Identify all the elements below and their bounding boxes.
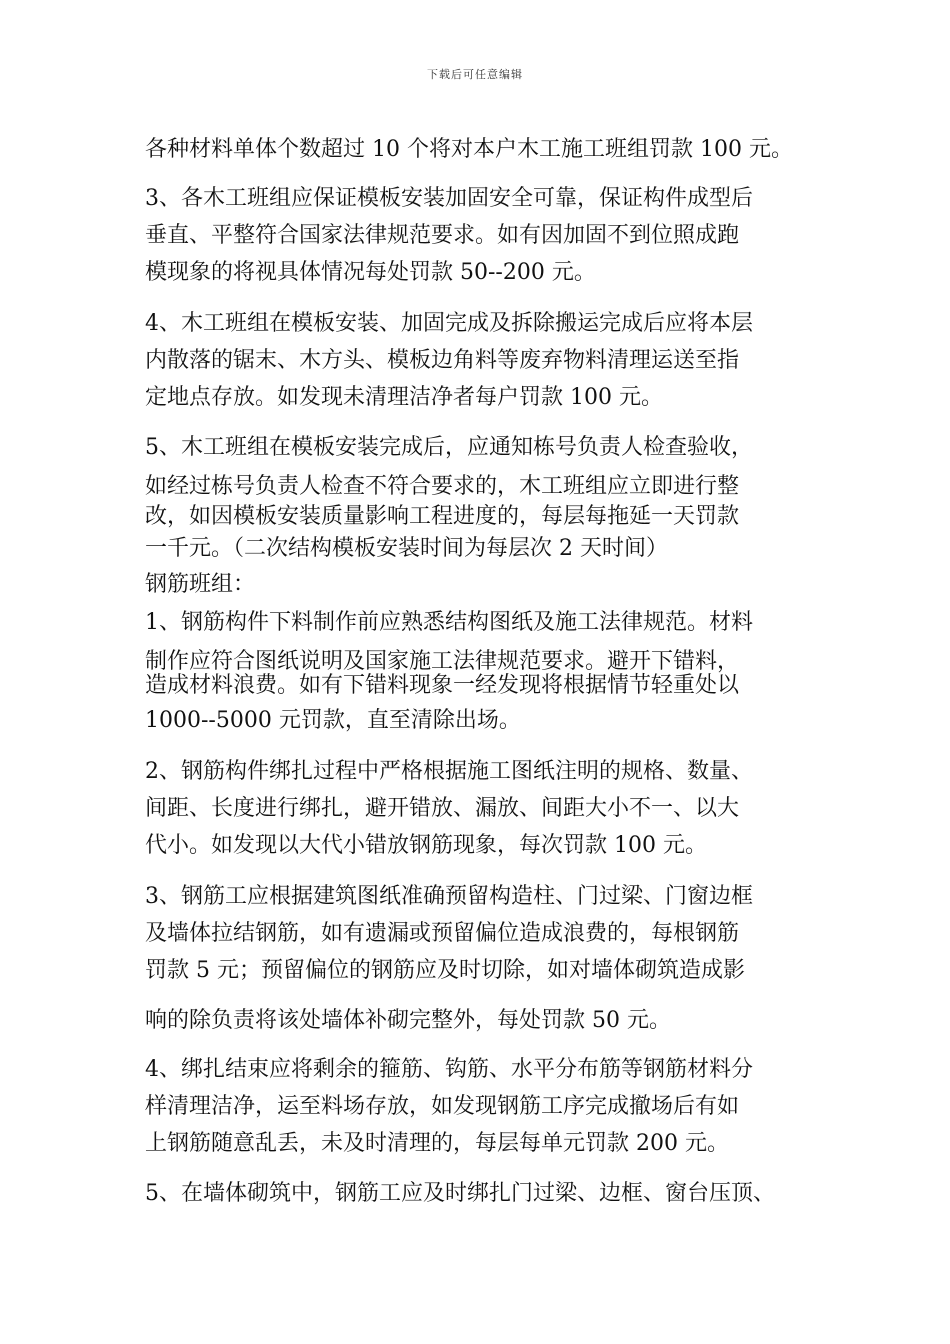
text-line: 如经过栋号负责人检查不符合要求的，木工班组应立即进行整 — [145, 474, 740, 499]
text-line: 模现象的将视具体情况每处罚款 50--200 元。 — [145, 260, 596, 285]
page-header: 下载后可任意编辑 — [427, 68, 523, 81]
section-heading: 钢筋班组： — [145, 572, 256, 597]
text-line: 各种材料单体个数超过 10 个将对本户木工施工班组罚款 100 元。 — [145, 137, 793, 162]
text-line: 内散落的锯末、木方头、模板边角料等废弃物料清理运送至指 — [145, 348, 740, 373]
text-line: 垂直、平整符合国家法律规范要求。如有因加固不到位照成跑 — [145, 223, 740, 248]
text-line: 响的除负责将该处墙体补砌完整外，每处罚款 50 元。 — [145, 1008, 671, 1033]
text-line: 一千元。（二次结构模板安装时间为每层次 2 天时间） — [145, 536, 668, 561]
text-line: 2、钢筋构件绑扎过程中严格根据施工图纸注明的规格、数量、 — [145, 759, 753, 784]
text-line: 造成材料浪费。如有下错料现象一经发现将根据情节轻重处以 — [145, 673, 740, 698]
text-line: 代小。如发现以大代小错放钢筋现象，每次罚款 100 元。 — [145, 833, 707, 858]
text-line: 定地点存放。如发现未清理洁净者每户罚款 100 元。 — [145, 385, 663, 410]
text-line: 1000--5000 元罚款，直至清除出场。 — [145, 708, 521, 733]
text-line: 4、木工班组在模板安装、加固完成及拆除搬运完成后应将本层 — [145, 311, 753, 336]
text-line: 3、各木工班组应保证模板安装加固安全可靠，保证构件成型后 — [145, 186, 753, 211]
text-line: 改，如因模板安装质量影响工程进度的，每层每拖延一天罚款 — [145, 504, 740, 529]
text-line: 间距、长度进行绑扎，避开错放、漏放、间距大小不一、以大 — [145, 796, 740, 821]
text-line: 4、绑扎结束应将剩余的箍筋、钩筋、水平分布筋等钢筋材料分 — [145, 1057, 753, 1082]
text-line: 5、木工班组在模板安装完成后，应通知栋号负责人检查验收， — [145, 435, 753, 460]
text-line: 3、钢筋工应根据建筑图纸准确预留构造柱、门过梁、门窗边框 — [145, 884, 753, 909]
text-line: 及墙体拉结钢筋，如有遗漏或预留偏位造成浪费的，每根钢筋 — [145, 921, 740, 946]
text-line: 1、钢筋构件下料制作前应熟悉结构图纸及施工法律规范。材料 — [145, 610, 753, 635]
text-line: 制作应符合图纸说明及国家施工法律规范要求。避开下错料， — [145, 649, 740, 674]
text-line: 样清理洁净，运至料场存放，如发现钢筋工序完成撤场后有如 — [145, 1094, 740, 1119]
text-line: 上钢筋随意乱丢，未及时清理的，每层每单元罚款 200 元。 — [145, 1131, 729, 1156]
text-line: 罚款 5 元；预留偏位的钢筋应及时切除，如对墙体砌筑造成影 — [145, 958, 745, 983]
text-line: 5、在墙体砌筑中，钢筋工应及时绑扎门过梁、边框、窗台压顶、 — [145, 1181, 775, 1206]
